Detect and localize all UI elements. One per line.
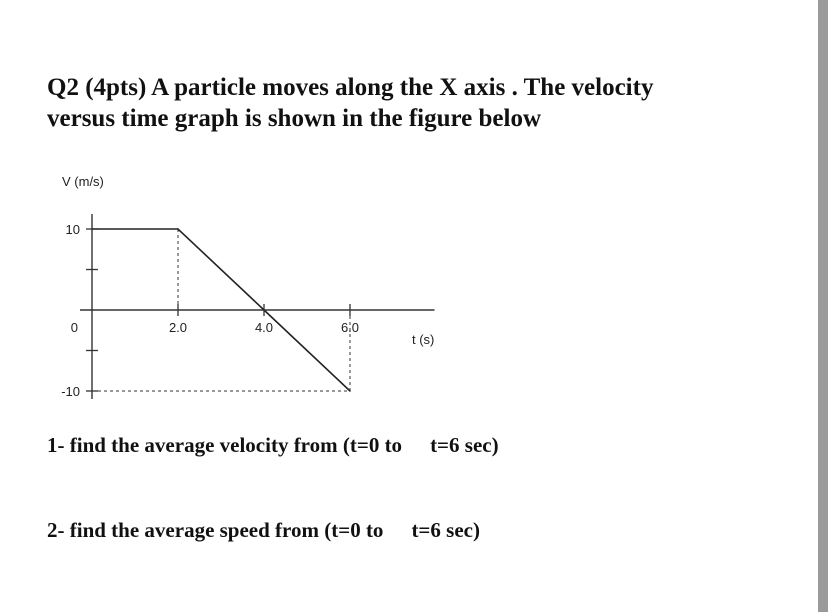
right-edge-border (818, 0, 828, 612)
y-axis-label: V (m/s) (62, 174, 104, 189)
y-tick-label: 10 (65, 222, 80, 237)
task-1 (47, 433, 499, 458)
question-text (47, 72, 767, 134)
task-2 (47, 518, 480, 543)
data-point-1 (177, 228, 179, 230)
task-1-end: t=6 sec) (430, 433, 499, 457)
y-tick-label: 0 (70, 320, 78, 335)
data-point-3 (349, 390, 351, 392)
velocity-time-svg (40, 160, 450, 425)
x-tick-label: 6.0 (340, 320, 360, 335)
x-axis-label: t (s) (412, 332, 435, 347)
y-tick-label: -10 (61, 384, 80, 399)
task-2-text: 2- find the average speed from (t=0 to (47, 518, 384, 542)
question-line-2: versus time graph is shown in the figure below (47, 105, 542, 132)
velocity-time-graph (40, 160, 450, 425)
question-line-1: Q2 (4pts) A particle moves along the X axis . The velocity (47, 74, 654, 101)
x-tick-label: 2.0 (168, 320, 188, 335)
x-tick-label: 4.0 (254, 320, 274, 335)
task-1-text: 1- find the average velocity from (t=0 to (47, 433, 403, 457)
task-2-end: t=6 sec) (411, 518, 480, 542)
